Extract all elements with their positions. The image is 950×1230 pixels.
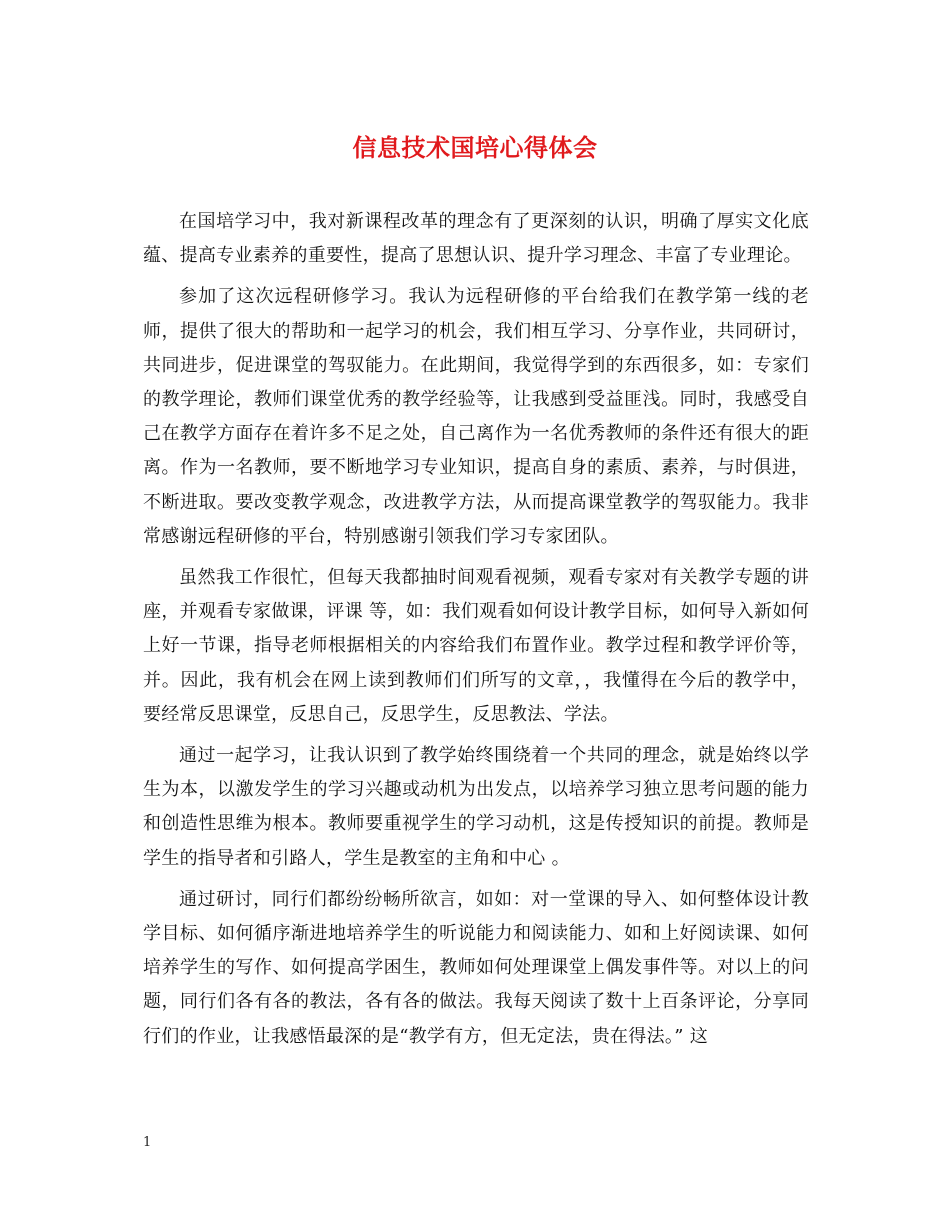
paragraph-5: 通过研讨，同行们都纷纷畅所欲言，如如：对一堂课的导入、如何整体设计教学目标、如何循序渐进地培养学生的听说能力和阅读能力、如和上好阅读课、如何培养学生的写作、如何提高学困生，教师如何处理课堂上偶发事件等。对以上的问题，同行们各有各的教法，各有各的做法。我每天阅读了数十上百条评论，分享同行们的作业，让我感悟最深的是“教学有方，但无定法，贵在得法。” 这 bbox=[143, 888, 809, 1047]
document-body bbox=[143, 205, 809, 1061]
paragraph-2: 参加了这次远程研修学习。我认为远程研修的平台给我们在教学第一线的老师，提供了很大的帮助和一起学习的机会，我们相互学习、分享作业，共同研讨，共同进步，促进课堂的驾驭能力。在此期间，我觉得学到的东西很多，如：专家们的教学理论，教师们课堂优秀的教学经验等，让我感到受益匪浅。同时，我感受自己在教学方面存在着许多不足之处，自己离作为一名优秀教师的条件还有很大的距离。作为一名教师，要不断地学习专业知识，提高自身的素质、素养，与时俱进，不断进取。要改变教学观念，改进教学方法，从而提高课堂教学的驾驭能力。我非常感谢远程研修的平台，特别感谢引领我们学习专家团队。 bbox=[143, 286, 809, 547]
page-number: 1 bbox=[143, 1135, 152, 1150]
paragraph-4: 通过一起学习，让我认识到了教学始终围绕着一个共同的理念，就是始终以学生为本，以激发学生的学习兴趣或动机为出发点，以培养学习独立思考问题的能力和创造性思维为根本。教师要重视学生的学习动机，这是传授知识的前提。教师是学生的指导者和引路人，学生是教室的主角和中心 。 bbox=[143, 745, 809, 869]
paragraph-3: 虽然我工作很忙，但每天我都抽时间观看视频，观看专家对有关教学专题的讲座，并观看专家做课，评课 等，如：我们观看如何设计教学目标，如何导入新如何上好一节课，指导老师根据相关的内容给我们布置作业。教学过程和教学评价等，并。因此，我有机会在网上读到教师们们所写的文章，，我懂得在今后的教学中，要经常反思课堂，反思自己，反思学生，反思教法、学法。 bbox=[143, 567, 809, 725]
paragraph-1: 在国培学习中，我对新课程改革的理念有了更深刻的认识，明确了厚实文化底蕴、提高专业素养的重要性，提高了思想认识、提升学习理念、丰富了专业理论。 bbox=[143, 211, 809, 267]
document-title: 信息技术国培心得体会 bbox=[352, 133, 598, 162]
